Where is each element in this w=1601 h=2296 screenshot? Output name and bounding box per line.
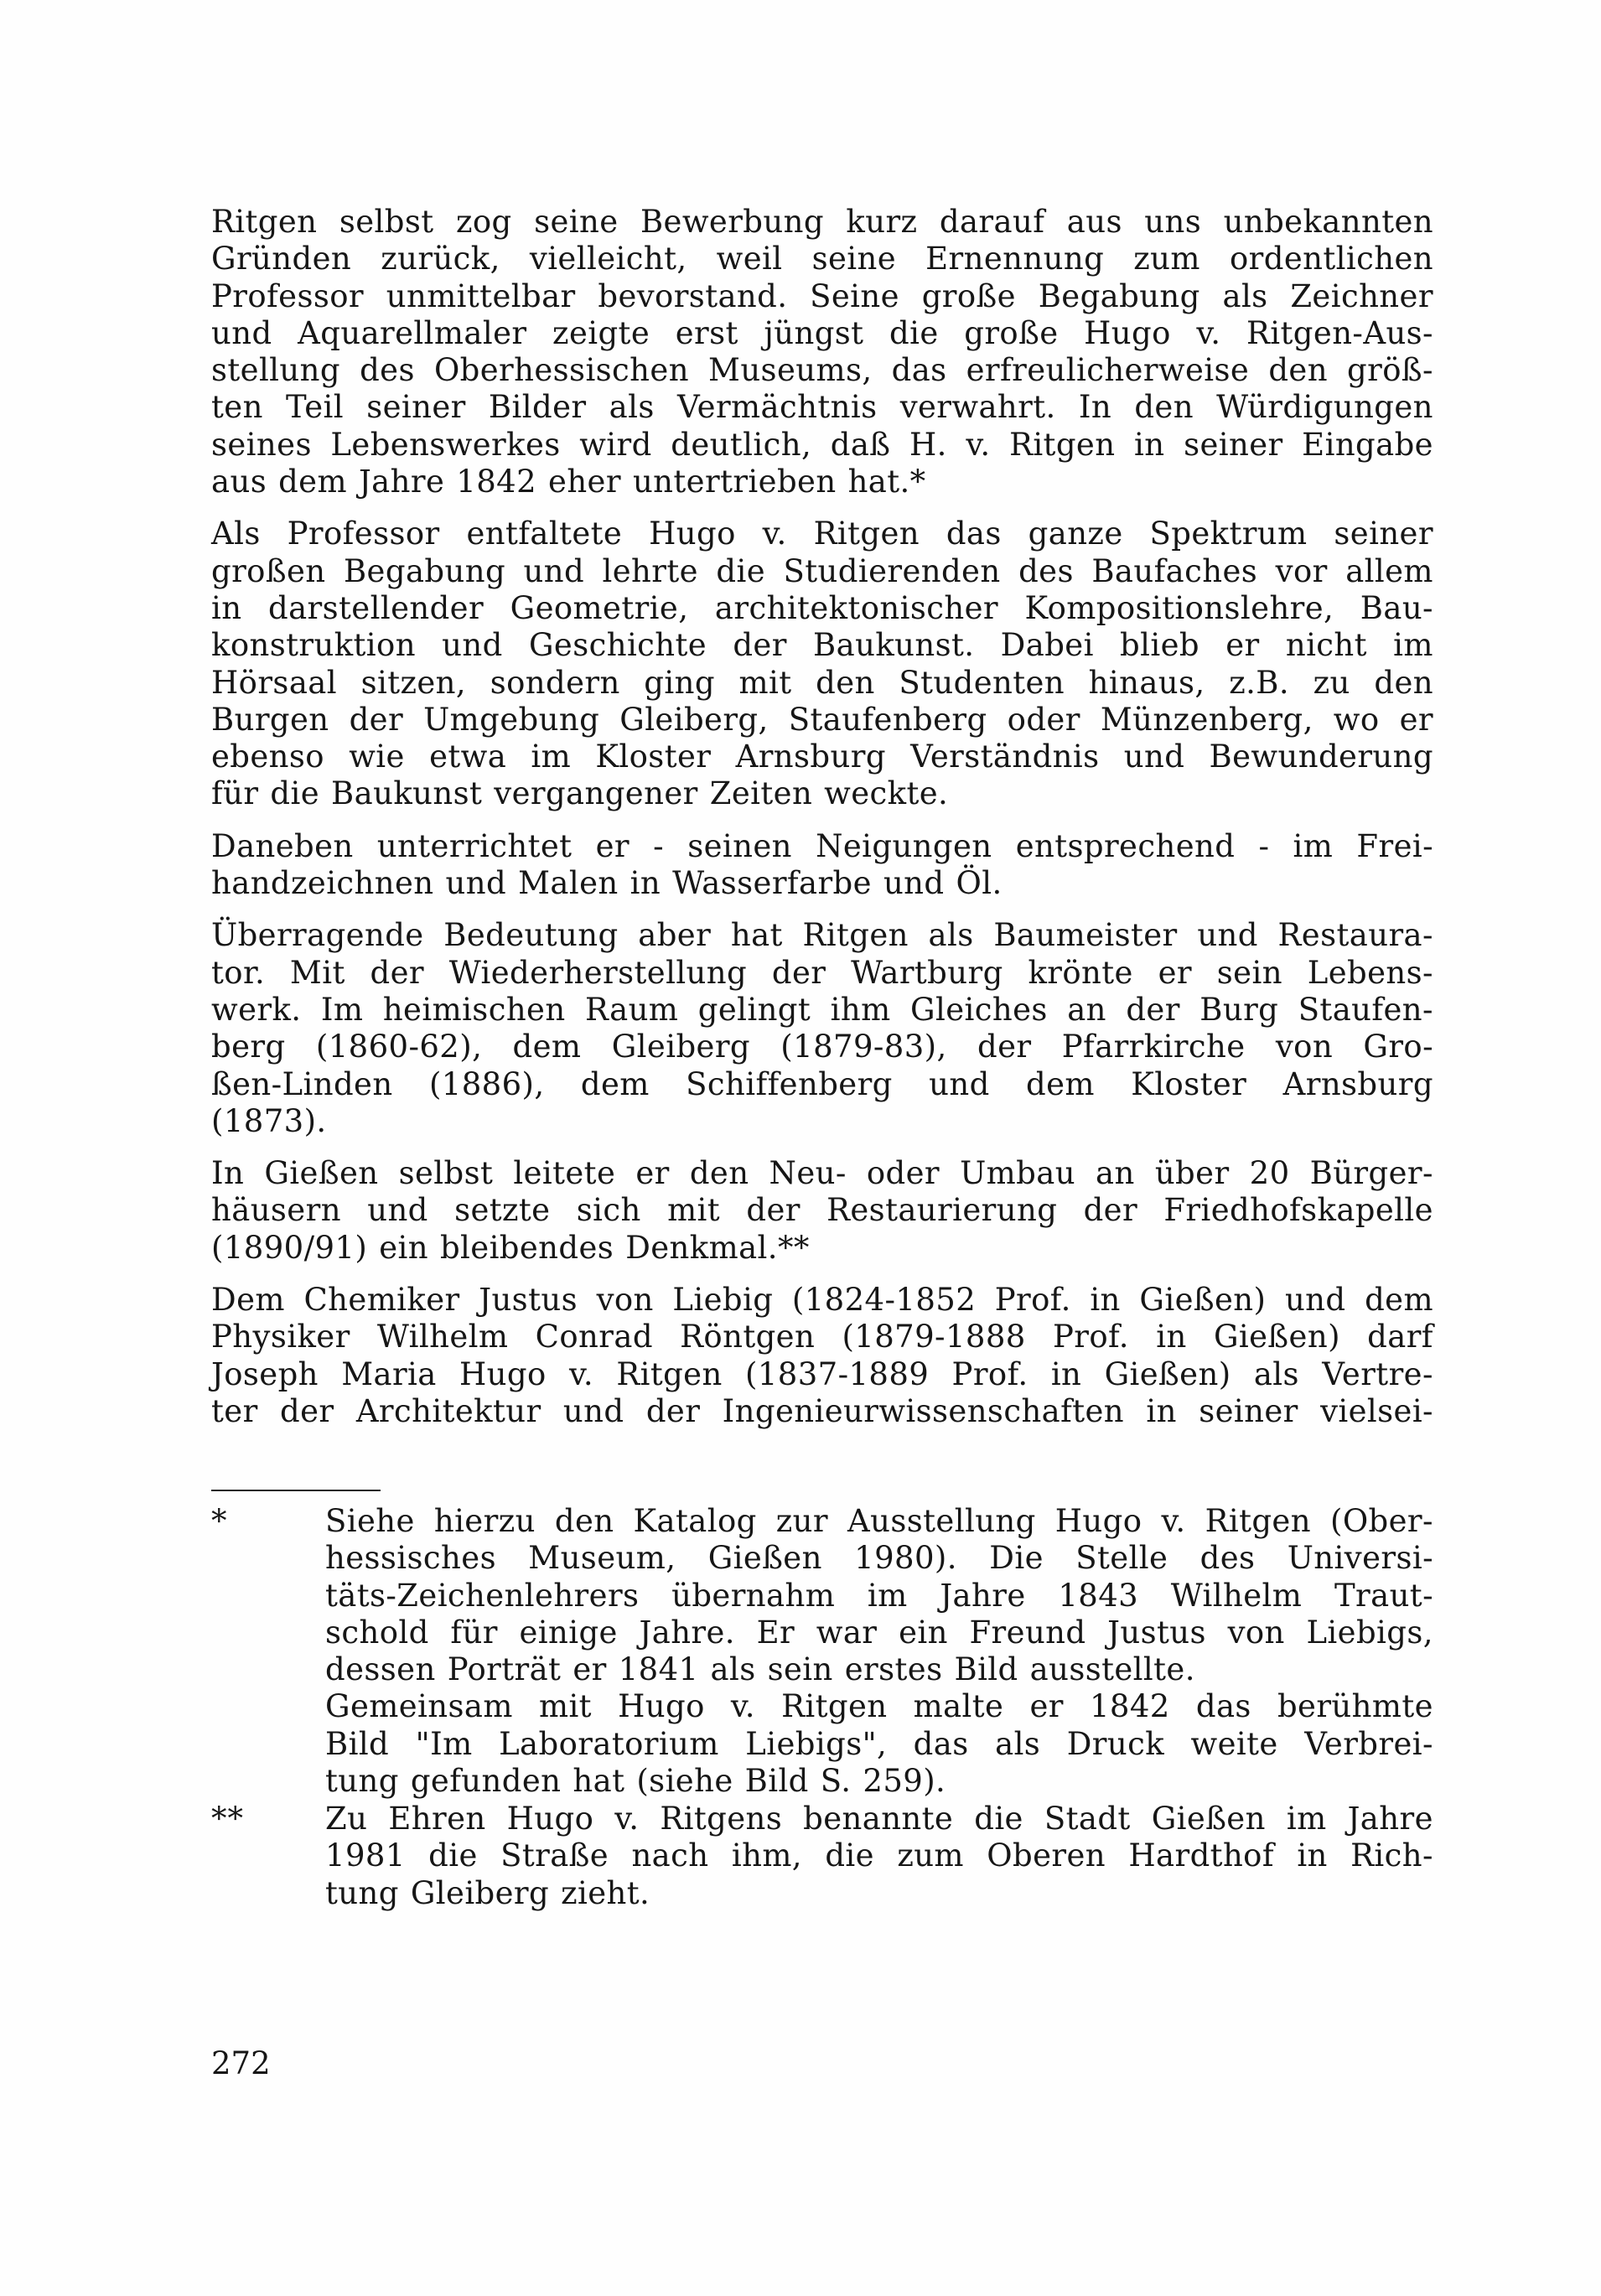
- paragraph: [211, 917, 1433, 1140]
- text-line: handzeichnen und Malen in Wasserfarbe und Öl.: [211, 865, 1003, 902]
- text-line: Hörsaal sitzen, sondern ging mit den Studenten hinaus, z.B. zu den: [211, 664, 1433, 701]
- text-line: Gründen zurück, vielleicht, weil seine Ernennung zum ordentlichen: [211, 241, 1433, 277]
- text-line: (1873).: [211, 1102, 327, 1139]
- text-line: Siehe hierzu den Katalog zur Ausstellung Hugo v. Ritgen (Ober-: [325, 1503, 1433, 1539]
- text-line: Bild "Im Laboratorium Liebigs", das als Druck weite Verbrei-: [325, 1725, 1433, 1762]
- text-line: tung Gleiberg zieht.: [325, 1874, 650, 1911]
- text-line: ten Teil seiner Bilder als Vermächtnis verwahrt. In den Würdigungen: [211, 389, 1433, 426]
- text-line: täts-Zeichenlehrers übernahm im Jahre 1843 Wilhelm Traut-: [325, 1577, 1433, 1614]
- main-text: [211, 204, 1433, 1445]
- text-line: Überragende Bedeutung aber hat Ritgen als Baumeister und Restaura-: [211, 917, 1433, 954]
- text-line: in darstellender Geometrie, architektonischer Kompositionslehre, Bau-: [211, 589, 1433, 626]
- text-line: konstruktion und Geschichte der Baukunst. Dabei blieb er nicht im: [211, 627, 1433, 664]
- text-line: Joseph Maria Hugo v. Ritgen (1837-1889 Prof. in Gießen) als Vertre-: [211, 1355, 1433, 1392]
- text-line: 1981 die Straße nach ihm, die zum Oberen Hardthof in Rich-: [325, 1837, 1433, 1874]
- text-line: ter der Architektur und der Ingenieurwissenschaften in seiner vielsei-: [211, 1392, 1433, 1429]
- footnote-marker: *: [211, 1503, 228, 1539]
- text-line: Als Professor entfaltete Hugo v. Ritgen das ganze Spektrum seiner: [211, 516, 1433, 552]
- text-line: tor. Mit der Wiederherstellung der Wartburg krönte er sein Lebens-: [211, 954, 1433, 991]
- text-line: für die Baukunst vergangener Zeiten weckte.: [211, 775, 949, 812]
- text-line: aus dem Jahre 1842 eher untertrieben hat.*: [211, 464, 926, 500]
- text-line: (1890/91) ein bleibendes Denkmal.**: [211, 1229, 810, 1266]
- text-line: hessisches Museum, Gießen 1980). Die Stelle des Universi-: [325, 1540, 1433, 1577]
- footnote-separator: [211, 1490, 381, 1491]
- paragraph: [211, 516, 1433, 812]
- text-line: dessen Porträt er 1841 als sein erstes Bild ausstellte.: [325, 1651, 1195, 1688]
- text-line: Daneben unterrichtet er - seinen Neigungen entsprechend - im Frei-: [211, 827, 1433, 864]
- footnote-marker: **: [211, 1801, 244, 1837]
- text-line: Ritgen selbst zog seine Bewerbung kurz darauf aus uns unbekannten: [211, 204, 1433, 240]
- text-line: seines Lebenswerkes wird deutlich, daß H. v. Ritgen in seiner Eingabe: [211, 426, 1433, 463]
- text-line: stellung des Oberhessischen Museums, das erfreulicherweise den größ-: [211, 352, 1433, 389]
- text-line: In Gießen selbst leitete er den Neu- oder Umbau an über 20 Bürger-: [211, 1155, 1433, 1192]
- footnote-text: [325, 1801, 1433, 1912]
- text-line: werk. Im heimischen Raum gelingt ihm Gleiches an der Burg Staufen-: [211, 991, 1433, 1028]
- text-line: häusern und setzte sich mit der Restaurierung der Friedhofskapelle: [211, 1192, 1433, 1229]
- text-line: berg (1860-62), dem Gleiberg (1879-83), der Pfarrkirche von Gro-: [211, 1029, 1433, 1065]
- text-line: Gemeinsam mit Hugo v. Ritgen malte er 1842 das berühmte: [325, 1688, 1433, 1725]
- paragraph: [211, 1282, 1433, 1430]
- text-line: Physiker Wilhelm Conrad Röntgen (1879-1888 Prof. in Gießen) darf: [211, 1319, 1433, 1355]
- text-line: großen Begabung und lehrte die Studierenden des Baufaches vor allem: [211, 552, 1433, 589]
- text-line: Dem Chemiker Justus von Liebig (1824-1852 Prof. in Gießen) und dem: [211, 1282, 1433, 1319]
- text-line: Burgen der Umgebung Gleiberg, Staufenberg oder Münzenberg, wo er: [211, 701, 1433, 738]
- text-line: schold für einige Jahre. Er war ein Freund Justus von Liebigs,: [325, 1614, 1433, 1651]
- footnote-text: [325, 1503, 1433, 1800]
- paragraph: [211, 828, 1433, 903]
- page-number: 272: [211, 2045, 271, 2081]
- paragraph: [211, 204, 1433, 500]
- text-line: und Aquarellmaler zeigte erst jüngst die große Hugo v. Ritgen-Aus-: [211, 314, 1433, 351]
- text-line: ßen-Linden (1886), dem Schiffenberg und dem Kloster Arnsburg: [211, 1065, 1433, 1102]
- text-line: tung gefunden hat (siehe Bild S. 259).: [325, 1763, 946, 1800]
- text-line: Zu Ehren Hugo v. Ritgens benannte die Stadt Gießen im Jahre: [325, 1801, 1433, 1837]
- paragraph: [211, 1155, 1433, 1267]
- text-line: ebenso wie etwa im Kloster Arnsburg Verständnis und Bewunderung: [211, 739, 1433, 775]
- text-line: Professor unmittelbar bevorstand. Seine große Begabung als Zeichner: [211, 277, 1433, 314]
